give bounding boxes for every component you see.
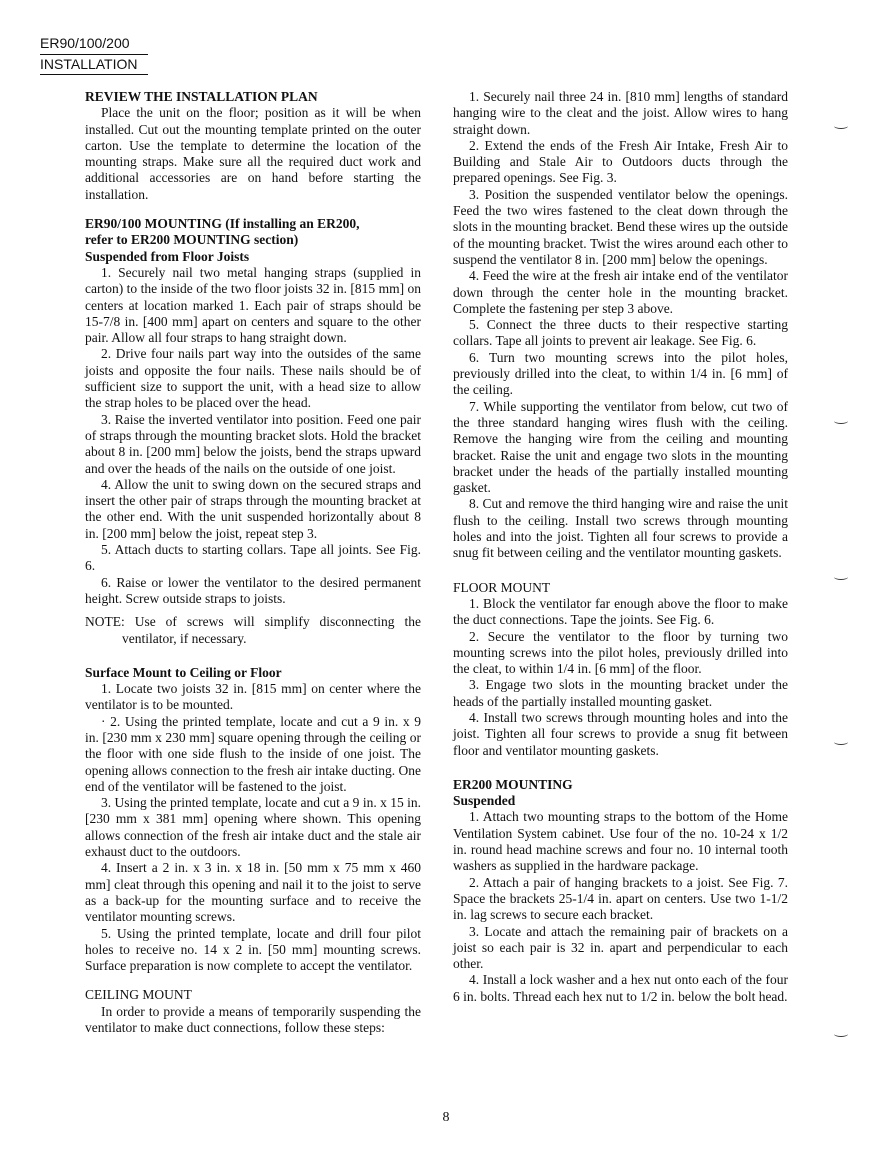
er90-step: 4. Allow the unit to swing down on the secured straps and insert the other pair of straps through the mounting bracket at the other end. With the unit suspended horizontally about 8 in. [200 mm] below the joist, repeat step 3. (85, 476, 421, 541)
er200-heading: ER200 MOUNTING (453, 776, 573, 792)
ceiling-step: 7. While supporting the ventilator from below, cut two of the three standard hanging wires flush with the ceiling. Remove the hanging wire from the ceiling and mounting bracket. Raise the unit and engage two slots in the mounting bracket under the heads of the partially installed mounting gasket. (453, 398, 788, 496)
right-column (453, 89, 788, 1005)
ceiling-step: 1. Securely nail three 24 in. [810 mm] lengths of standard hanging wire to the cleat and the joist. Allow wires to hang straight down. (453, 89, 788, 137)
er200-step: 3. Locate and attach the remaining pair of brackets on a joist so each pair is 32 in. apart and perpendicular to each other. (453, 923, 788, 972)
surface-step: 5. Using the printed template, locate and drill four pilot holes to receive no. 14 x 2 in. [50 mm] mounting screws. Surface preparation is now complete to accept the ventilator. (85, 925, 421, 974)
floor-step: 3. Engage two slots in the mounting bracket under the heads of the partially installed mounting gasket. (453, 677, 788, 709)
er90-step: 1. Securely nail two metal hanging straps (supplied in carton) to the inside of the two floor joists 32 in. [815 mm] on centers at location marked 1. Each pair of straps should be 15-7/8 in. [400 mm] apart on centers and square to the other pair. Allow all four straps to hang straight down. (85, 264, 421, 346)
ceiling-step: 2. Extend the ends of the Fresh Air Intake, Fresh Air to Building and Stale Air to Outdoors ducts through the prepared openings. See Fig. 3. (453, 137, 788, 186)
surface-mount-heading: Surface Mount to Ceiling or Floor (85, 664, 282, 680)
er90-step: 2. Drive four nails part way into the outsides of the same joists and opposite the four nails. These nails should be of sufficient size to support the unit, with a head size to allow the strap holes to be placed over the head. (85, 346, 421, 411)
er90-heading-line2: refer to ER200 MOUNTING section) (85, 232, 299, 248)
review-body: Place the unit on the floor; position as it will be when installed. Cut out the mounting template printed on the outer carton. Use the template to determine the location of the mounting straps. Make sure all the required duct work and additional accessories are on hand before starting the installation. (85, 105, 421, 202)
er90-subheading: Suspended from Floor Joists (85, 248, 250, 264)
header-model: ER90/100/200 (40, 34, 148, 55)
er90-heading-line1: ER90/100 MOUNTING (If installing an ER200, (85, 216, 360, 232)
margin-tick-mark (834, 739, 848, 745)
ceiling-step: 5. Connect the three ducts to their respective starting collars. Tape all joints to prevent air leakage. See Fig. 6. (453, 317, 788, 349)
page-number: 8 (442, 1110, 450, 1125)
er90-step: 5. Attach ducts to starting collars. Tape all joints. See Fig. 6. (85, 542, 421, 574)
er200-subheading: Suspended (453, 793, 516, 809)
margin-tick-mark (834, 574, 848, 580)
er200-step: 1. Attach two mounting straps to the bottom of the Home Ventilation System cabinet. Use four of the no. 10-24 x 1/2 in. round head machine screws and four no. 10 internal tooth washers as supplied in the hardware package. (453, 809, 788, 874)
surface-step: 4. Insert a 2 in. x 3 in. x 18 in. [50 mm x 75 mm x 460 mm] cleat through this opening and nail it to the joist to serve as a back-up for the mounting surface and to receive the ventilator mounting screws. (85, 860, 421, 925)
left-column (85, 89, 421, 1036)
surface-step: 3. Using the printed template, locate and cut a 9 in. x 15 in. [230 mm x 381 mm] opening where shown. This opening allows connection of the fresh air intake duct and the stale air exhaust duct to the outdoors. (85, 795, 421, 860)
header-section: INSTALLATION (40, 55, 148, 75)
review-heading: REVIEW THE INSTALLATION PLAN (85, 89, 318, 104)
margin-tick-mark (834, 418, 848, 424)
ceiling-step: 3. Position the suspended ventilator below the openings. Feed the two wires fastened to the cleat down through the slots in the mounting bracket. Bend these wires up the outside of the mounting bracket. Twist the wires around each other to suspend the ventilator 8 in. [200 mm] below the openings. (453, 186, 788, 267)
surface-step: · 2. Using the printed template, locate and cut a 9 in. x 9 in. [230 mm x 230 mm] square opening through the ceiling or the floor with one side flush to the inside of one joist. The opening allows connection to the fresh air intake ducting. One end of the ventilator will be fastened to the joist. (85, 713, 421, 794)
ceiling-step: 6. Turn two mounting screws into the pilot holes, previously drilled into the cleat, to within 1/4 in. [6 mm] of the ceiling. (453, 349, 788, 398)
floor-mount-heading: FLOOR MOUNT (453, 579, 551, 595)
er90-step: 6. Raise or lower the ventilator to the desired permanent height. Screw outside straps to joists. (85, 574, 421, 606)
er90-note: NOTE: Use of screws will simplify disconnecting the ventilator, if necessary. (85, 614, 421, 646)
er90-step: 3. Raise the inverted ventilator into position. Feed one pair of straps through the mounting bracket slots. Hold the bracket about 8 in. [200 mm] below the joists, bend the straps upward and over the heads of the nails on the outside of one joist. (85, 411, 421, 476)
ceiling-step: 4. Feed the wire at the fresh air intake end of the ventilator down through the center hole in the mounting bracket. Complete the fastening per step 3 above. (453, 268, 788, 316)
floor-step: 4. Install two screws through mounting holes and into the joist. Tighten all four screws to provide a snug fit between floor and ventilator mounting gaskets. (453, 709, 788, 758)
ceiling-mount-heading: CEILING MOUNT (85, 987, 192, 1003)
ceiling-step: 8. Cut and remove the third hanging wire and raise the unit flush to the ceiling. Install two screws through mounting holes and into the joist. Tighten all four screws to provide a snug fit between ceiling and the ventilator mounting gaskets. (453, 496, 788, 561)
floor-step: 1. Block the ventilator far enough above the floor to make the duct connections. Tape the joints. See Fig. 6. (453, 595, 788, 628)
margin-tick-mark (834, 123, 848, 129)
er200-step: 4. Install a lock washer and a hex nut onto each of the four 6 in. bolts. Thread each hex nut to 1/2 in. below the bolt head. (453, 972, 788, 1004)
surface-step: 1. Locate two joists 32 in. [815 mm] on center where the ventilator is to be mounted. (85, 681, 421, 713)
er200-step: 2. Attach a pair of hanging brackets to a joist. See Fig. 7. Space the brackets 25-1/4 in. apart on centers. Use two 1-1/2 in. lag screws to secure each bracket. (453, 874, 788, 923)
page-header (40, 34, 148, 75)
floor-step: 2. Secure the ventilator to the floor by turning two mounting screws into the pilot holes, previously drilled into the cleat, to within 1/4 in. [6 mm] of the floor. (453, 628, 788, 677)
margin-tick-mark (834, 1031, 848, 1037)
ceiling-mount-intro: In order to provide a means of temporarily suspending the ventilator to make duct connections, follow these steps: (85, 1003, 421, 1036)
